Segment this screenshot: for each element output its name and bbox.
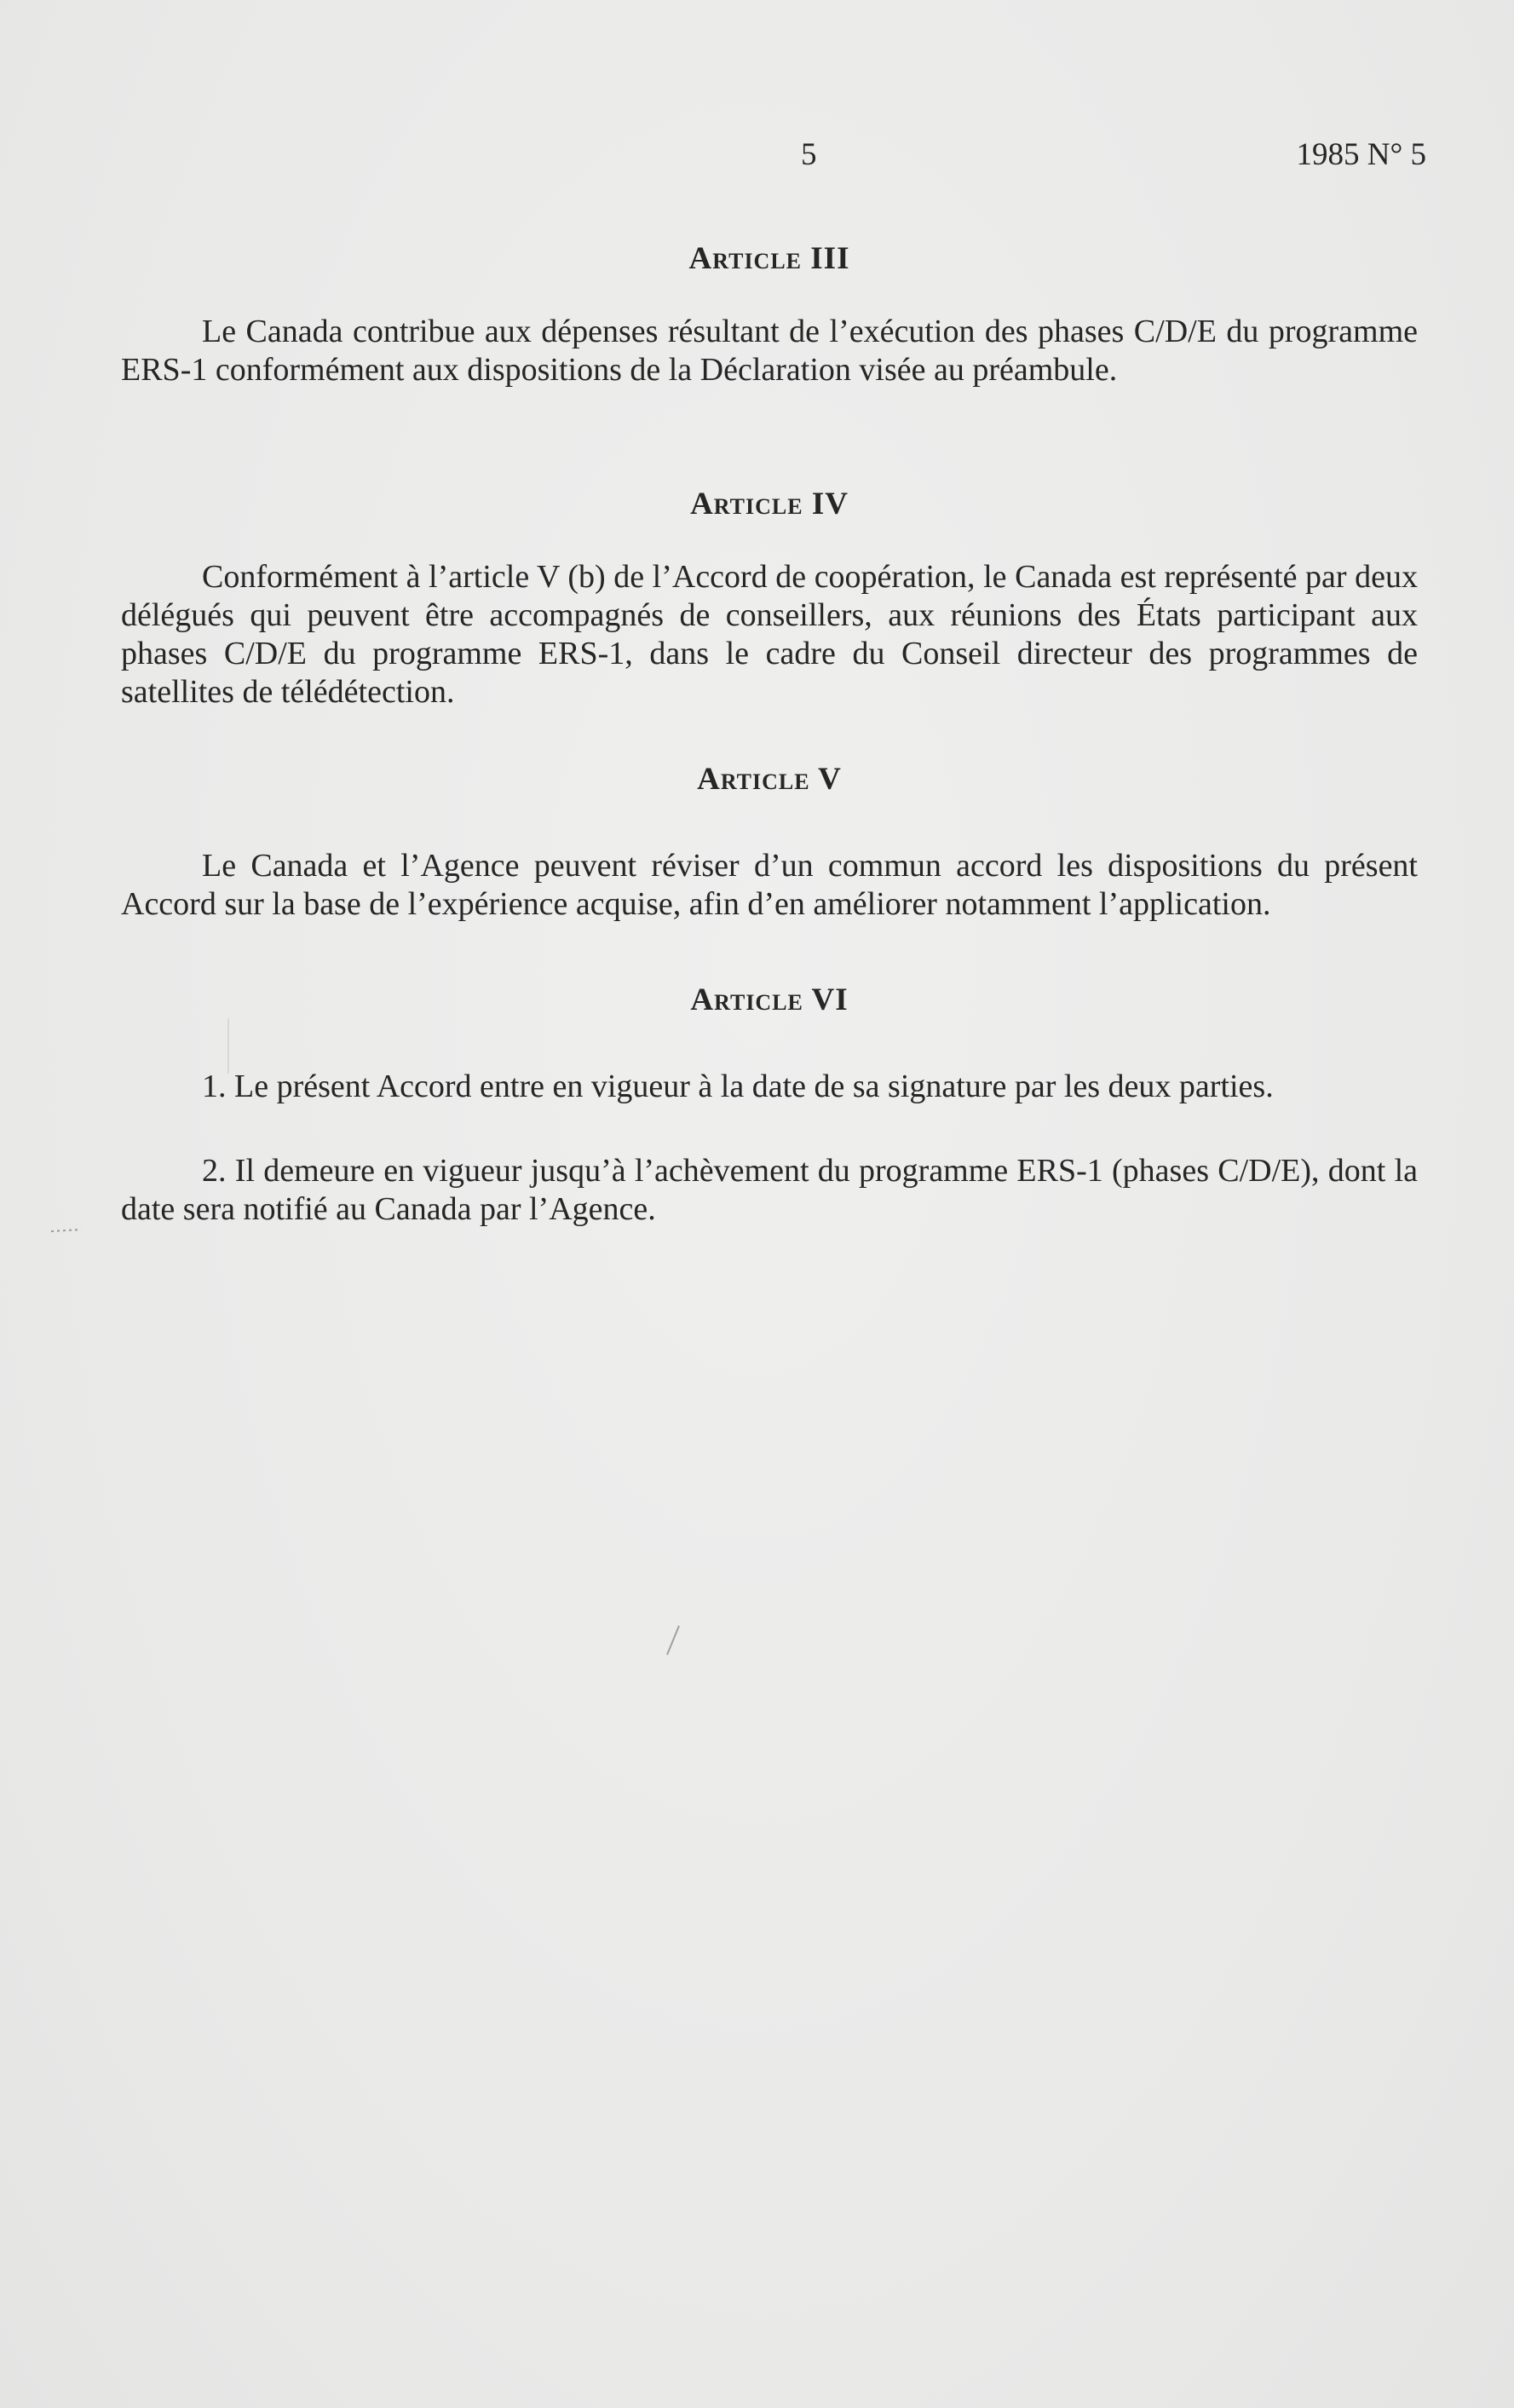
year-and-number: 1985 N° 5 (1296, 137, 1426, 172)
article-vi-heading: Article VI (690, 982, 849, 1017)
page-number: 5 (801, 137, 817, 172)
article-iii-heading: Article III (688, 241, 850, 276)
article-iv-paragraph: Conformément à l’article V (b) de l’Accord de coopération, le Canada est représenté par deux délégués qui peuvent être accompagnés de conseillers, aux réunions des États participant aux phases C/D/E du programme ERS-1, dans le cadre du Conseil directeur des programmes de satellites de télédétection. (121, 559, 1418, 710)
article-v-paragraph: Le Canada et l’Agence peuvent réviser d’un commun accord les dispositions du présent Accord sur la base de l’expérience acquise, afin d’en améliorer notamment l’application. (121, 848, 1418, 922)
article-iii-paragraph: Le Canada contribue aux dépenses résultant de l’exécution des phases C/D/E du programme ERS-1 conformément aux dispositions de la Déclaration visée au préambule. (121, 314, 1418, 388)
article-vi-paragraph-2: 2. Il demeure en vigueur jusqu’à l’achèvement du programme ERS-1 (phases C/D/E), dont la date sera notifié au Canada par l’Agence. (121, 1153, 1418, 1227)
running-header (0, 136, 1514, 179)
document-body (121, 230, 1418, 1229)
article-v-heading: Article V (697, 762, 842, 797)
article-iv-heading: Article IV (690, 487, 849, 521)
article-vi-paragraph-1: 1. Le présent Accord entre en vigueur à la date de sa signature par les deux parties. (202, 1069, 1274, 1104)
